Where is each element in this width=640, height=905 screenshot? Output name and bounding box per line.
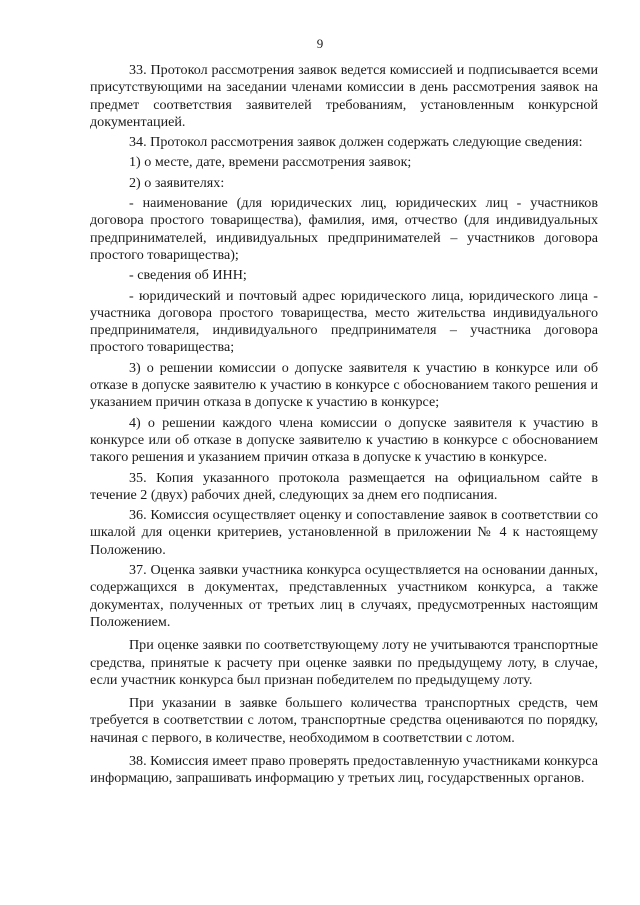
paragraph-37: 37. Оценка заявки участника конкурса осуществляется на основании данных, содержащихся в документах, представленных участником конкурса, а также документах, полученных от третьих лиц в случаях, предусмотренных настоящим Положением. (90, 562, 598, 630)
paragraph-vehicle-count: При указании в заявке большего количества транспортных средств, чем требуется в соответствии с лотом, транспортные средства оцениваются по порядку, начиная с первого, в количестве, необходимом в соответствии с лотом. (90, 695, 598, 746)
paragraph-38: 38. Комиссия имеет право проверять предоставленную участниками конкурса информацию, запрашивать информацию у третьих лиц, государственных органов. (90, 752, 598, 787)
list-item-applicants: 2) о заявителях: (129, 174, 225, 191)
paragraph-33: 33. Протокол рассмотрения заявок ведется комиссией и подписывается всеми присутствующими на заседании членами комиссии в день рассмотрения заявок на предмет соответствия заявителей требованиям, установленным конкурсной документацией. (90, 62, 598, 130)
sub-item-name: - наименование (для юридических лиц, юридических лиц - участников договора простого товарищества), фамилия, имя, отчество (для индивидуальных предпринимателей, индивидуальных предпринимателей – участников договора простого товарищества); (90, 195, 598, 263)
paragraph-34: 34. Протокол рассмотрения заявок должен содержать следующие сведения: (129, 134, 583, 151)
paragraph-35: 35. Копия указанного протокола размещается на официальном сайте в течение 2 (двух) рабочих дней, следующих за днем его подписания. (90, 469, 598, 503)
list-item-place-date: 1) о месте, дате, времени рассмотрения заявок; (129, 154, 412, 171)
page-number: 9 (316, 36, 324, 51)
document-body (90, 62, 598, 788)
sub-item-address: - юридический и почтовый адрес юридического лица, юридического лица - участника договора простого товарищества, место жительства индивидуального предпринимателя, индивидуального предпринимателя – участника договора простого товарищества; (90, 287, 598, 356)
sub-item-inn: - сведения об ИНН; (129, 267, 247, 284)
paragraph-36: 36. Комиссия осуществляет оценку и сопоставление заявок в соответствии со шкалой для оценки критериев, установленной в приложении № 4 к настоящему Положению. (90, 507, 598, 558)
list-item-member-decision: 4) о решении каждого члена комиссии о допуске заявителя к участию в конкурсе или об отказе в допуске заявителю к участию в конкурсе с обоснованием такого решения и указанием причин отказа в допуске к участию в конкурсе. (90, 414, 598, 466)
list-item-commission-decision: 3) о решении комиссии о допуске заявителя к участию в конкурсе или об отказе в допуске заявителю к участию в конкурсе с обоснованием такого решения и указанием причин отказа в допуске к участию в конкурсе; (90, 359, 598, 411)
paragraph-lot-evaluation: При оценке заявки по соответствующему лоту не учитываются транспортные средства, принятые к расчету при оценке заявки по предыдущему лоту, в случае, если участник конкурса был признан победителем по предыдущему лоту. (90, 637, 598, 688)
